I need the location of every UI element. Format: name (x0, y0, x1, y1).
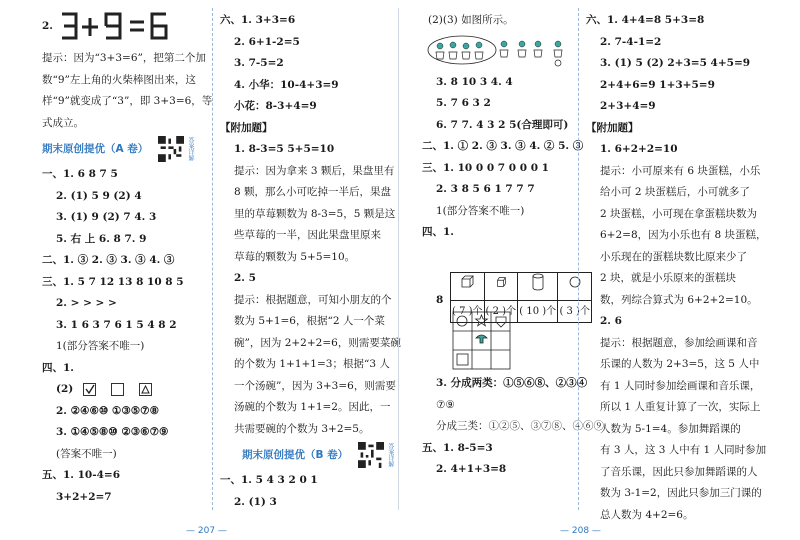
page-number: — 208 — (560, 526, 601, 536)
cube-icon (459, 274, 475, 290)
column-4: 六、1. 4+4=8 5+3=8 2. 7-4-1=2 3. (1) 5 (2) 2+3=5 4+5=9 2+4+6=9 1+3+5=9 2+3+4=9 【附加题】 1. 6+2+2=10 提示：小可原来有 6 块蛋糕，小乐 给小可 2 块蛋糕后，小可就多了 2 块蛋糕，小可现在拿蛋糕块数为 6+2=8，因为小乐也有 8 块蛋糕， 小乐现在的蛋糕块数比原来少了 2 块，就是小乐原来的蛋糕块 数，列综合算式为 6+2+2=10。 2. 6 提示：根据题意，参加绘画课和音 乐课的人数为 2+3=5，这 5 人中 有 1 人同时参加绘画课和音乐课， 所以 1 人重复计算了一次，实际上 人数为 5-1=4。参加舞蹈课的 有 3 人，这 3 人中有 1 人同时参加 了音乐课，因此只参加舞蹈课的人 数为 3-1=2，因此只参加三门课的 总人数为 4+2=6。 (586, 14, 767, 521)
page-gutter (398, 8, 399, 510)
column-divider (212, 8, 213, 510)
triangle-box-icon (139, 383, 152, 396)
column-3: (2)(3) 如图所示。 3. 8 10 3 4. 4 5. 7 6 3 2 6. 7 7. 4 3 2 5(合理即可) 二、1. ① 2. ③ 3. ③ 4. ② 5. ③ 三、1. 10 0 0 7 0 0 0 1 2. 3 8 5 6 1 7 7 7 1(部分答案不唯一) 四、1. ( 7 )个 ( 2 )个 ( 10 )个 ( 3 )个 8 3. 分成两类：①⑤⑥⑧、②③④ ⑦⑨ 分成三类：①②⑤、③⑦⑧、④⑥⑨ 五、1. 8-5=3 2. 4+1+3=8 (422, 14, 604, 475)
empty-box-icon (111, 383, 124, 396)
page-number: — 207 — (186, 526, 227, 536)
flower-pots-figure (422, 32, 587, 68)
checked-box-icon (83, 383, 96, 396)
matchstick-equation (56, 10, 176, 42)
column-1: 2. 提示：因为“3+3=6”，把第二个加 数“9”左上角的火柴棒图出来，这 样“9”就变成了“3”，即 3+3=6，等 式成立。 期末原创提优（A 卷） 答案详解 一、1. 6 8 7 5 2. (1) 5 9 (2) 4 3. (1) 9 (2) 7 4. 3 5. 右 上 6. 8 7. 9 二、1. ③ 2. ③ 3. ③ 4. ③ 三、1. 5 7 12 13 8 10 8 5 2. > > > > 3. 1 6 3 7 6 1 5 4 8 2 1(部分答案不唯一) 四、1. (2) 2. ②④⑥⑩ ①③⑤⑦⑧ 3. ①④⑤⑧⑩ ②③⑥⑦⑨ (答案不唯一) 五、1. 10-4=6 3+2+2=7 (42, 10, 207, 508)
question-number: 2. (42, 20, 53, 32)
cylinder-icon (531, 273, 545, 291)
column-2: 六、1. 3+3=6 2. 6+1-2=5 3. 7-5=2 4. 小华：10-4+3=9 小花：8-3+4=9 【附加题】 1. 8-3=5 5+5=10 提示：因为拿来 3 颗后，果盘里有 8 颗，那么小可吃掉一半后，果盘 里的草莓颗数为 8-3=5，5 颗是这 些草莓的一半，因此果盘里原来 草莓的颗数为 5+5=10。 2. 5 提示：根据题意，可知小朋友的个 数为 5+1=6，根据“2 人一个菜 碗”，因为 2+2+2=6，则需要菜碗 的个数为 1+1+1=3；根据“3 人 一个汤碗”，因为 3+3=6，则需要 汤碗的个数为 1+1=2。因此，一 共需要碗的个数为 3+2=5。 期末原创提优（B 卷） 答案详解 一、1. 5 4 3 2 0 1 2. (1) 3 (220, 14, 401, 508)
shape-count-table: ( 7 )个 ( 2 )个 ( 10 )个 ( 3 )个 (450, 272, 592, 323)
cuboid-icon (494, 275, 508, 289)
sphere-icon (568, 275, 582, 289)
column-divider (578, 8, 579, 510)
section-title-a: 期末原创提优（A 卷） (42, 143, 149, 155)
section-title-b: 期末原创提优（B 卷） (242, 449, 349, 461)
qr-code-icon[interactable] (158, 136, 184, 162)
shape-grid-figure (452, 311, 512, 371)
right-page (400, 0, 800, 540)
qr-code-icon[interactable] (358, 442, 384, 468)
